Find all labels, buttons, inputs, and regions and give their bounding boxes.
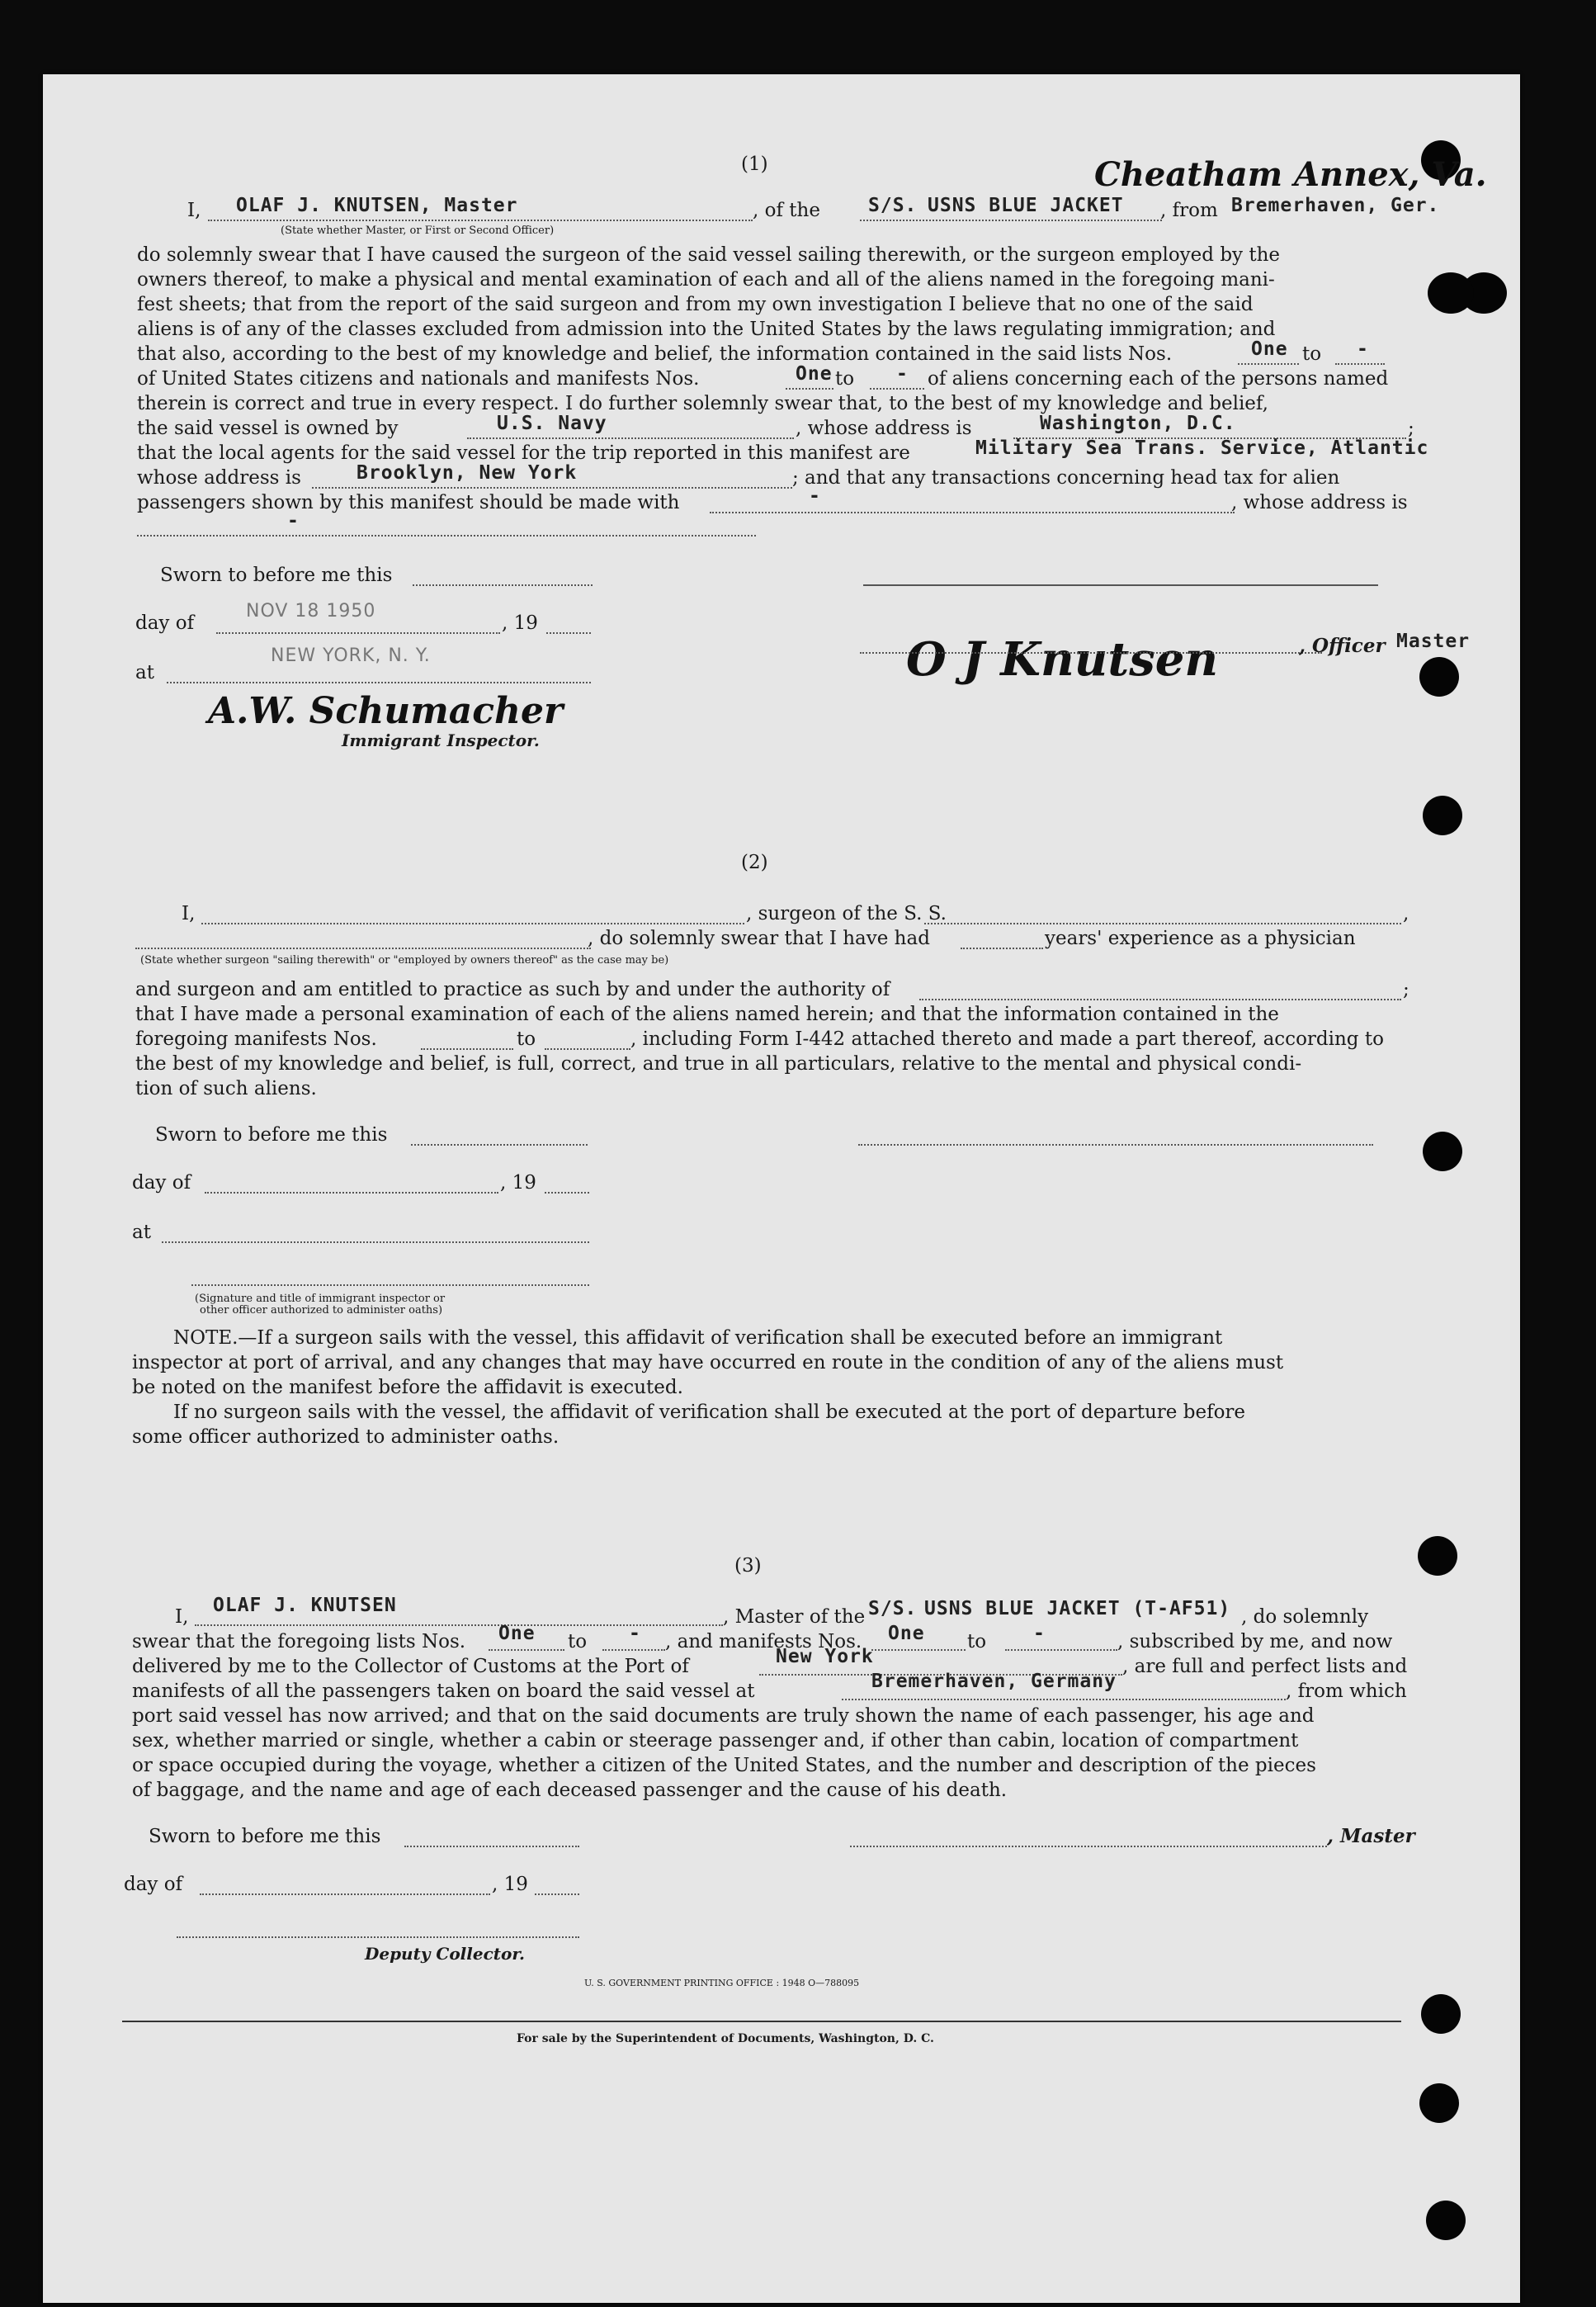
manifest-page [43,74,1520,2303]
s1-line: aliens is of any of the classes excluded from admission into the United States by the laws regulating immigration; and [137,319,1276,340]
s3-subscribed: , subscribed by me, and now [1117,1631,1393,1652]
s3-i: I, [175,1606,189,1628]
note-line: inspector at port of arrival, and any changes that may have occurred en route in the condition of any of the aliens must [132,1352,1284,1373]
s1-line: fest sheets; that from the report of the said surgeon and from my own investigation I believe that no one of the said [137,294,1254,315]
s1-headtax-addr: - [287,510,300,532]
s2-i: I, [182,903,196,924]
s3-to: to [568,1631,588,1652]
punch-hole [1426,2201,1466,2240]
s3-day-of: day of [124,1874,183,1895]
s2-line: tion of such aliens. [135,1078,317,1099]
s1-headtax-tail: ; and that any transactions concerning head tax for alien [792,467,1340,489]
s1-officer-hint: (State whether Master, or First or Second Officer) [281,225,555,237]
s2-nineteen: , 19 [500,1172,536,1194]
inspector-signature: A.W. Schumacher [208,690,564,732]
s1-agents-line: that the local agents for the said vessel for the trip reported in this manifest are [137,442,910,464]
s1-ss: S/S. [868,195,918,216]
s1-inspector-title: Immigrant Inspector. [342,730,540,750]
s1-sworn: Sworn to before me this [160,565,393,586]
s3-man-to: - [1033,1623,1046,1644]
s1-manifests-line: of United States citizens and nationals and manifests Nos. [137,368,700,390]
punch-hole [1428,272,1474,314]
s3-lists-line: swear that the foregoing lists Nos. [132,1631,466,1652]
s1-headtax-with: - [809,485,821,507]
gpo-imprint: U. S. GOVERNMENT PRINTING OFFICE : 1948 O—788095 [584,1978,860,1988]
s3-port-line: delivered by me to the Collector of Customs at the Port of [132,1656,689,1677]
punch-hole [1423,1132,1462,1171]
s2-solemnly: , do solemnly swear that I have had [588,928,930,949]
s1-from-port: Bremerhaven, Ger. [1231,195,1440,216]
s1-man-to: - [896,363,909,385]
s1-whose-addr2: , whose address is [1231,492,1408,513]
punch-hole [1419,657,1459,697]
s3-solemnly: , do solemnly [1241,1606,1369,1628]
note-line: some officer authorized to administer oaths. [132,1426,560,1448]
s3-lists-from: One [498,1623,536,1644]
s1-vessel: USNS BLUE JACKET [928,195,1124,216]
punch-hole [1421,1994,1461,2034]
s1-whose-addr: , whose address is [796,418,972,439]
s2-sworn: Sworn to before me this [155,1124,388,1146]
s1-of-the: , of the [753,200,820,221]
s3-man-from: One [888,1623,925,1644]
s1-date-stamp: NOV 18 1950 [246,601,376,622]
s3-ss: S/S. [868,1598,918,1619]
sale-imprint: For sale by the Superintendent of Documents, Washington, D. C. [517,2032,934,2045]
s1-place-stamp: NEW YORK, N. Y. [271,645,431,666]
s1-lists-to: - [1357,338,1369,360]
s3-manifests: , and manifests Nos. [665,1631,862,1652]
master-signature: O J Knutsen [906,632,1219,687]
s1-line: therein is correct and true in every respect. I do further solemnly swear that, to the best of my knowledge and belief, [137,393,1268,414]
s2-hint: (State whether surgeon "sailing therewith" or "employed by owners thereof" as the case may be) [140,954,669,967]
s2-line: the best of my knowledge and belief, is full, correct, and true in all particulars, relative to the mental and physical condi- [135,1053,1302,1075]
s3-man-to-word: to [967,1631,987,1652]
s1-to: to [1302,343,1322,365]
s1-owner-addr: Washington, D.C. [1040,413,1236,434]
s1-officer-label: , Officer [1299,635,1386,657]
handwritten-note: Cheatham Annex, Va. [1094,155,1487,194]
section-1-number: (1) [741,154,768,175]
punch-hole [1418,1536,1457,1576]
s1-at: at [135,662,154,683]
section-3-number: (3) [734,1555,762,1577]
s1-agents: Military Sea Trans. Service, Atlantic [975,437,1429,459]
s1-whose-address: whose address is [137,467,301,489]
s3-line: or space occupied during the voyage, whether a citizen of the United States, and the number and description of the pieces [132,1755,1316,1776]
s3-deputy: Deputy Collector. [365,1944,526,1964]
s3-line: sex, whether married or single, whether a cabin or steerage passenger and, if other than cabin, location of compartment [132,1730,1299,1752]
s1-semicolon: ; [1408,418,1414,439]
s1-line: do solemnly swear that I have caused the surgeon of the said vessel sailing therewith, or the surgeon employed by the [137,244,1281,266]
s1-day-of: day of [135,612,195,634]
s3-taken-line: manifests of all the passengers taken on board the said vessel at [132,1681,755,1702]
s2-form-tail: , including Form I-442 attached thereto and made a part thereof, according to [630,1028,1384,1050]
s3-full-lists: , are full and perfect lists and [1122,1656,1408,1677]
section-2-number: (2) [741,852,768,873]
s1-oath-paragraph [137,243,1280,342]
s3-line: of baggage, and the name and age of each deceased passenger and the cause of his death. [132,1780,1008,1801]
s2-sig-hint: (Signature and title of immigrant inspector or [195,1293,446,1305]
s2-years: years' experience as a physician [1045,928,1356,949]
s2-sig-hint: other officer authorized to administer oaths) [200,1304,443,1317]
s1-owned-by: the said vessel is owned by [137,418,399,439]
s3-from-which: , from which [1286,1681,1407,1702]
s1-i: I, [187,200,201,221]
s1-lists-from: One [1251,338,1288,360]
s3-embark: Bremerhaven, Germany [871,1671,1117,1692]
s3-master-name: OLAF J. KNUTSEN [213,1595,397,1616]
s1-lists-line: that also, according to the best of my knowledge and belief, the information contained in the said lists Nos. [137,343,1173,365]
s1-from: , from [1160,200,1218,221]
s3-paragraph [132,1704,1316,1803]
s3-nineteen: , 19 [492,1874,528,1895]
s2-to: to [517,1028,536,1050]
s2-surgeon-of: , surgeon of the S. S. [746,903,947,924]
s1-man-to-word: to [835,368,855,390]
punch-hole [1423,796,1462,835]
s3-master-of: , Master of the [723,1606,866,1628]
s3-vessel: USNS BLUE JACKET (T-AF51) [924,1598,1231,1619]
s1-line: owners thereof, to make a physical and mental examination of each and all of the aliens named in the foregoing mani- [137,269,1275,291]
s2-comma: , [1403,903,1409,924]
s1-man-from: One [796,363,833,385]
s3-master-label: , Master [1327,1825,1415,1847]
note-line: If no surgeon sails with the vessel, the affidavit of verification shall be executed at the port of departure before [173,1402,1246,1423]
note-line: NOTE.—If a surgeon sails with the vessel, this affidavit of verification shall be executed before an immigrant [173,1327,1223,1349]
s2-at: at [132,1222,151,1243]
s1-nineteen: , 19 [502,612,538,634]
s3-lists-to: - [629,1623,641,1644]
punch-hole [1419,2083,1459,2123]
s3-line: port said vessel has now arrived; and that on the said documents are truly shown the name of each passenger, his age and [132,1705,1315,1727]
s2-day-of: day of [132,1172,191,1194]
s1-headtax-line: passengers shown by this manifest should be made with [137,492,680,513]
s1-agents-addr: Brooklyn, New York [357,462,578,484]
s2-line: and surgeon and am entitled to practice as such by and under the authority of [135,979,890,1000]
s1-owner: U.S. Navy [497,413,607,434]
s2-note [132,1326,1283,1449]
s1-master-name: OLAF J. KNUTSEN, Master [236,195,518,216]
s3-port: New York [776,1646,874,1667]
s1-master-overtype: Master [1396,631,1471,652]
note-line: be noted on the manifest before the affidavit is executed. [132,1377,683,1398]
s1-aliens-tail: of aliens concerning each of the persons named [928,368,1389,390]
s2-semicolon: ; [1403,979,1409,1000]
s2-line: that I have made a personal examination of each of the aliens named herein; and that the information contained in the [135,1004,1279,1025]
s2-line: foregoing manifests Nos. [135,1028,377,1050]
s3-sworn: Sworn to before me this [149,1826,381,1847]
